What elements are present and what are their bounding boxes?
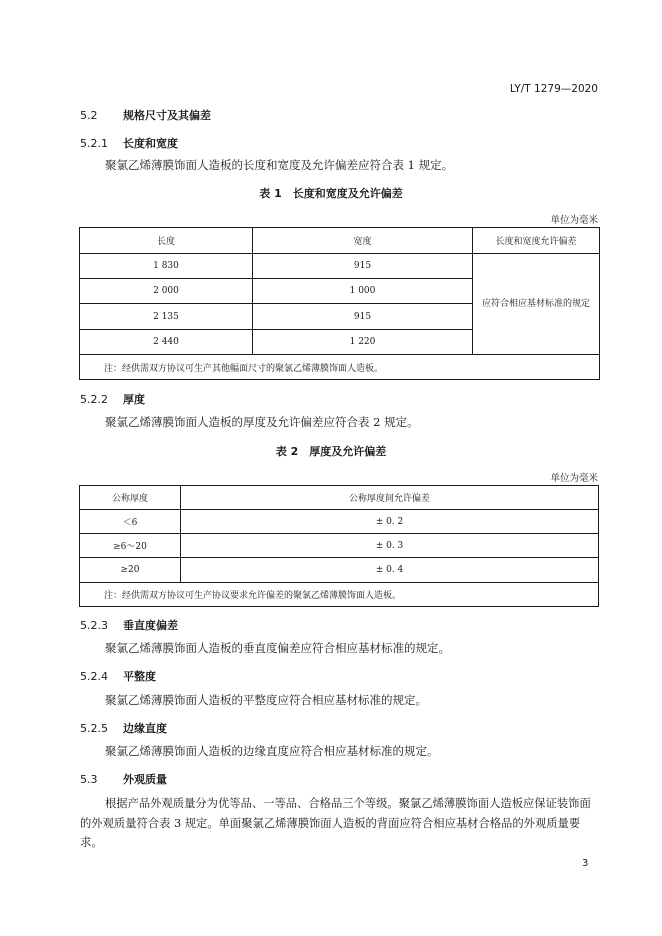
table-row (80, 534, 599, 558)
paragraph-5-2-3: 聚氯乙烯薄膜饰面人造板的垂直度偏差应符合相应基材标准的规定。 (105, 641, 450, 655)
table-cell-deviation: ± 0. 3 (181, 534, 599, 558)
table-row (80, 558, 599, 583)
table-cell-width: 915 (253, 254, 473, 279)
section-5-2-2-heading (80, 391, 145, 407)
table-2-header-thickness: 公称厚度 (80, 486, 181, 510)
section-title: 规格尺寸及其偏差 (123, 109, 211, 122)
section-number: 5.2.5 (80, 722, 108, 735)
paragraph-5-3-line-2: 的外观质量符合表 3 规定。单面聚氯乙烯薄膜饰面人造板的背面应符合相应基材合格品的外观质量要 (80, 817, 581, 830)
section-number: 5.2 (80, 109, 98, 122)
section-title: 平整度 (123, 670, 156, 683)
section-title: 垂直度偏差 (123, 619, 178, 632)
section-5-2-4-heading (80, 668, 156, 684)
paragraph-5-3-line-1: 根据产品外观质量分为优等品、一等品、合格品三个等级。聚氯乙烯薄膜饰面人造板应保证装饰面 (105, 797, 591, 810)
table-2-unit: 单位为毫米 (550, 473, 598, 484)
table-cell-length: 1 830 (80, 254, 253, 279)
page-number: 3 (582, 858, 589, 869)
table-1-caption: 表 1 长度和宽度及允许偏差 (259, 187, 403, 200)
table-cell-thickness: ≥6～20 (80, 534, 181, 558)
table-2-header-deviation: 公称厚度间允许偏差 (181, 486, 599, 510)
table-cell-width: 1 220 (253, 330, 473, 355)
section-5-2-5-heading (80, 720, 167, 736)
table-cell-tolerance: 应符合相应基材标准的规定 (473, 254, 600, 355)
section-number: 5.2.1 (80, 137, 108, 150)
table-2-note: 注：经供需双方协议可生产协议要求允许偏差的聚氯乙烯薄膜饰面人造板。 (80, 583, 599, 607)
table-1-unit: 单位为毫米 (550, 215, 598, 226)
table-cell-width: 1 000 (253, 279, 473, 304)
section-title: 厚度 (123, 393, 145, 406)
section-number: 5.2.4 (80, 670, 108, 683)
paragraph-5-2-2: 聚氯乙烯薄膜饰面人造板的厚度及允许偏差应符合表 2 规定。 (105, 415, 419, 429)
table-2-caption: 表 2 厚度及允许偏差 (275, 445, 387, 458)
section-5-2-3-heading (80, 617, 178, 633)
table-1-header-length: 长度 (80, 228, 253, 254)
section-title: 边缘直度 (123, 722, 167, 735)
standard-code: LY/T 1279—2020 (509, 83, 598, 95)
section-number: 5.2.2 (80, 393, 108, 406)
table-2 (79, 485, 599, 607)
section-title: 外观质量 (123, 773, 167, 786)
table-row (80, 510, 599, 534)
section-title: 长度和宽度 (123, 137, 178, 150)
table-1-note: 注：经供需双方协议可生产其他幅面尺寸的聚氯乙烯薄膜饰面人造板。 (80, 355, 600, 380)
table-cell-deviation: ± 0. 4 (181, 558, 599, 583)
table-cell-deviation: ± 0. 2 (181, 510, 599, 534)
section-number: 5.2.3 (80, 619, 108, 632)
paragraph-5-3-line-3: 求。 (80, 835, 103, 849)
table-row (80, 254, 600, 279)
table-cell-width: 915 (253, 304, 473, 330)
table-cell-thickness: ＜6 (80, 510, 181, 534)
section-5-2-1-heading (80, 135, 178, 151)
table-cell-thickness: ≥20 (80, 558, 181, 583)
table-cell-length: 2 135 (80, 304, 253, 330)
table-cell-length: 2 440 (80, 330, 253, 355)
paragraph-5-2-4: 聚氯乙烯薄膜饰面人造板的平整度应符合相应基材标准的规定。 (105, 693, 427, 707)
table-1 (79, 227, 600, 380)
paragraph-5-2-1: 聚氯乙烯薄膜饰面人造板的长度和宽度及允许偏差应符合表 1 规定。 (105, 158, 454, 172)
section-5-2-heading (80, 107, 211, 123)
table-1-header-tolerance: 长度和宽度允许偏差 (473, 228, 600, 254)
table-1-header-width: 宽度 (253, 228, 473, 254)
table-cell-length: 2 000 (80, 279, 253, 304)
section-number: 5.3 (80, 773, 98, 786)
paragraph-5-2-5: 聚氯乙烯薄膜饰面人造板的边缘直度应符合相应基材标准的规定。 (105, 744, 439, 758)
section-5-3-heading (80, 771, 167, 787)
